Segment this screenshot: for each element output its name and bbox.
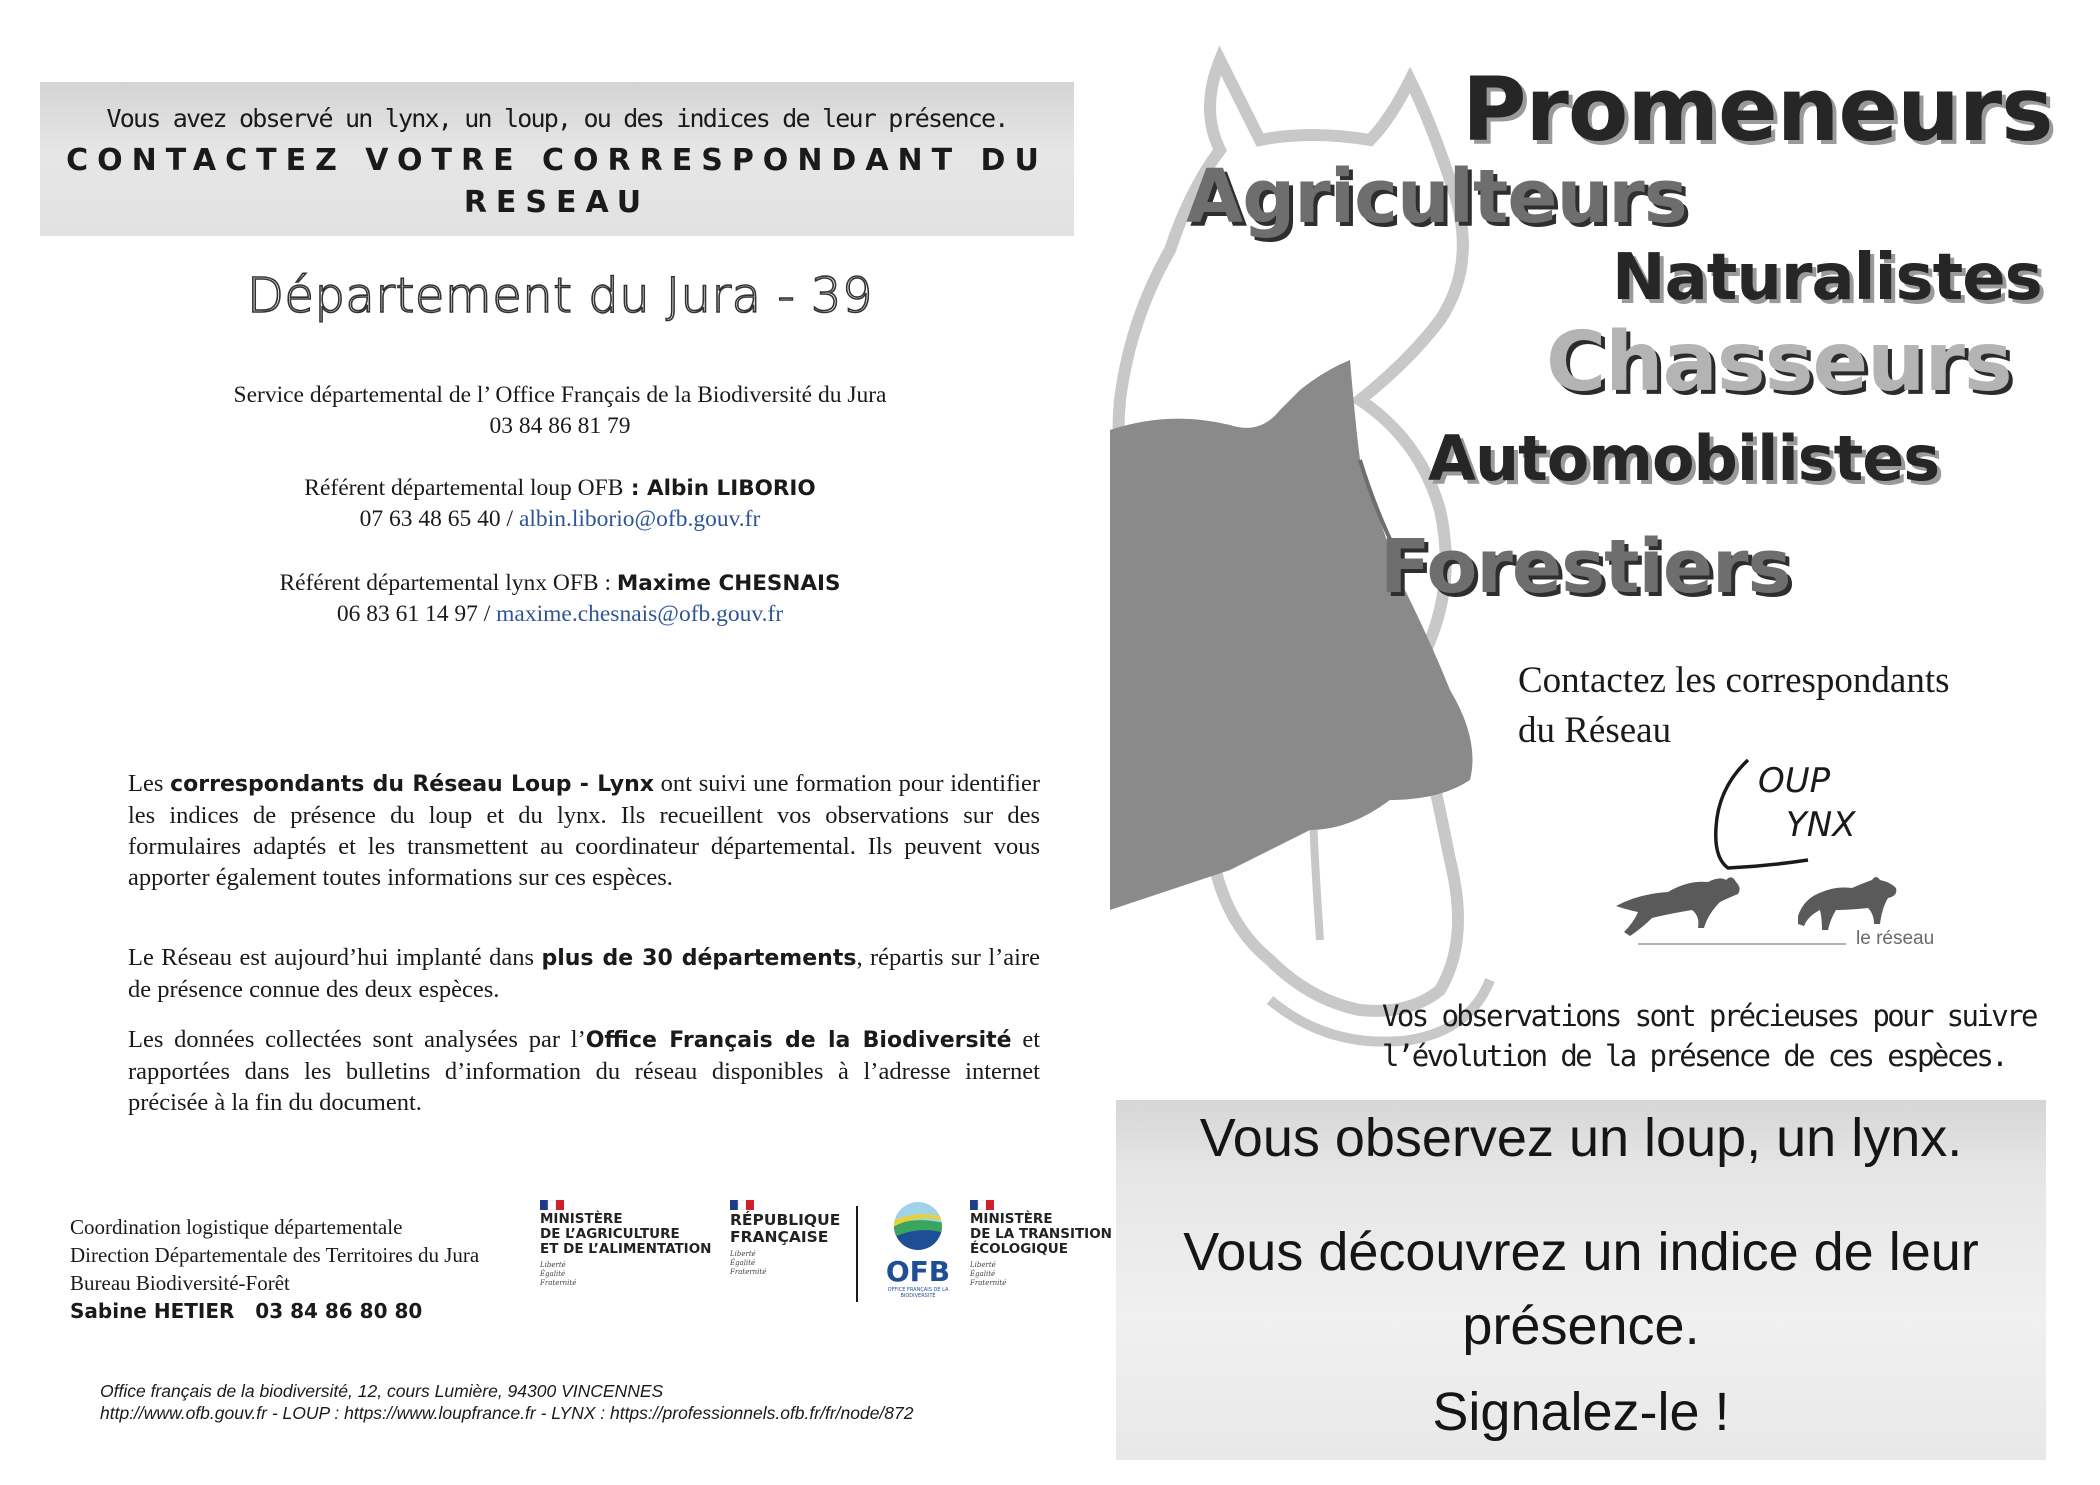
para3-pre: Les données collectées sont analysées par l’ xyxy=(128,1026,586,1053)
paragraph-correspondants xyxy=(128,768,1040,893)
republique-line1: RÉPUBLIQUE xyxy=(730,1211,841,1229)
para1-pre: Les xyxy=(128,770,171,797)
service-contact xyxy=(140,380,980,442)
marianne-flag-icon xyxy=(970,1200,994,1210)
precious-line2: l’évolution de la présence de ces espèces. xyxy=(1382,1039,2007,1073)
precious-line1: Vos observations sont précieuses pour suivre xyxy=(1382,999,2036,1033)
category-automobilistes: Automobilistes xyxy=(1428,422,1940,495)
bottom-line3: présence. xyxy=(1462,1296,1700,1356)
agri-line3: ET DE L’ALIMENTATION xyxy=(540,1241,712,1257)
para2-pre: Le Réseau est aujourd’hui implanté dans xyxy=(128,944,542,971)
category-agriculteurs: Agriculteurs xyxy=(1186,154,1687,240)
precious-observations-text xyxy=(1382,996,2062,1076)
para3-bold: Office Français de la Biodiversité xyxy=(585,1028,1012,1053)
lynx-referent-separator: : xyxy=(598,570,617,596)
contact-line2: du Réseau xyxy=(1518,710,1672,751)
footer-address: Office français de la biodiversité, 12, cours Lumière, 94300 VINCENNES xyxy=(100,1381,664,1401)
coordination-line3: Bureau Biodiversité-Forêt xyxy=(70,1271,290,1295)
agri-line2: DE L’AGRICULTURE xyxy=(540,1226,680,1242)
logo-ministere-transition xyxy=(970,1200,1112,1288)
lynx-referent-name: Maxime CHESNAIS xyxy=(616,571,841,596)
loup-referent-contact xyxy=(140,473,980,535)
loup-referent-separator: : xyxy=(623,476,647,501)
banner-call-to-action: CONTACTEZ VOTRE CORRESPONDANT DU RESEAU xyxy=(66,143,1048,220)
logo-republique-francaise xyxy=(730,1200,840,1277)
para2-post: , répartis sur l’aire de présence connue des deux espèces. xyxy=(128,944,1041,1003)
republique-line2: FRANÇAISE xyxy=(730,1228,829,1246)
marianne-flag-icon xyxy=(730,1200,754,1210)
para1-post: ont suivi une formation pour identifier les indices de présence du loup et du lynx. Ils recueillent vos observations sur des formulaires adaptés et les transmettent au coordinateur départemental. Ils peuvent vous apporter également toutes informations sur ces espèces. xyxy=(128,770,1041,891)
service-phone: 03 84 86 81 79 xyxy=(489,413,631,439)
transition-line2: DE LA TRANSITION xyxy=(970,1226,1112,1242)
coordination-line2: Direction Départementale des Territoires du Jura xyxy=(70,1243,480,1267)
coordination-contact-name: Sabine HETIER xyxy=(70,1299,235,1323)
logo-ofb xyxy=(878,1200,958,1299)
category-forestiers: Forestiers xyxy=(1380,524,1791,610)
department-title: Département du Jura - 39 xyxy=(246,268,874,324)
loup-lynx-logo xyxy=(1608,748,1948,958)
agri-motto: Liberté Égalité Fraternité xyxy=(540,1261,577,1287)
logo-ministere-agriculture xyxy=(540,1200,711,1288)
transition-line1: MINISTÈRE xyxy=(970,1211,1053,1227)
agri-line1: MINISTÈRE xyxy=(540,1211,623,1227)
para1-bold: correspondants du Réseau Loup - Lynx xyxy=(170,772,654,797)
category-naturalistes: Naturalistes xyxy=(1612,241,2042,315)
loup-referent-label: Référent départemental loup OFB xyxy=(304,475,624,501)
wolf-silhouette xyxy=(1110,360,1473,910)
partner-logos xyxy=(538,1200,1118,1310)
loup-referent-email-link[interactable]: albin.liborio@ofb.gouv.fr xyxy=(518,506,761,532)
service-name: Service départemental de l’ Office Français de la Biodiversité du Jura xyxy=(233,382,887,408)
logo-loup-text: OUP xyxy=(1758,761,1831,801)
category-chasseurs: Chasseurs xyxy=(1546,315,2012,410)
loup-referent-name: Albin LIBORIO xyxy=(646,476,816,501)
logo-lynx-text: YNX xyxy=(1786,805,1856,845)
lynx-referent-phone: 06 83 61 14 97 xyxy=(336,601,478,627)
bottom-line4: Signalez-le ! xyxy=(1432,1382,1730,1442)
banner-intro-text: Vous avez observé un lynx, un loup, ou des indices de leur présence. xyxy=(106,104,1008,133)
republique-motto: Liberté Égalité Fraternité xyxy=(730,1250,767,1276)
contact-line1: Contactez les correspondants xyxy=(1518,660,1950,701)
ofb-name: OFB xyxy=(885,1255,951,1288)
para3-post: et rapportées dans les bulletins d’information du réseau disponibles à l’adresse internet précisée à la fin du document. xyxy=(128,1026,1040,1116)
logo-reseau-label: le réseau xyxy=(1856,928,1935,949)
coordination-contact-phone: 03 84 86 80 80 xyxy=(255,1299,423,1323)
category-promeneurs: Promeneurs xyxy=(1462,58,2053,161)
ofb-subtitle: OFFICE FRANÇAIS DE LA BIODIVERSITÉ xyxy=(887,1287,949,1299)
coordination-block xyxy=(70,1213,510,1325)
marianne-flag-icon xyxy=(540,1200,564,1210)
lynx-referent-slash: / xyxy=(477,601,497,627)
lynx-referent-label: Référent départemental lynx OFB xyxy=(279,570,599,596)
coordination-line1: Coordination logistique départementale xyxy=(70,1215,403,1239)
bottom-line1: Vous observez un loup, un lynx. xyxy=(1199,1108,1963,1168)
lynx-icon xyxy=(1798,877,1896,930)
loup-referent-slash: / xyxy=(500,506,519,532)
logo-divider xyxy=(856,1206,858,1302)
transition-line3: ÉCOLOGIQUE xyxy=(970,1241,1068,1257)
lynx-referent-email-link[interactable]: maxime.chesnais@ofb.gouv.fr xyxy=(496,601,784,627)
para2-bold: plus de 30 départements xyxy=(541,946,857,971)
wolf-running-icon xyxy=(1616,877,1740,936)
contact-correspondants xyxy=(1518,656,2038,756)
paragraph-reseau-departements xyxy=(128,942,1040,1005)
ofb-globe-icon xyxy=(888,1200,948,1252)
lynx-referent-contact xyxy=(140,568,980,630)
bottom-line2: Vous découvrez un indice de leur xyxy=(1183,1222,1979,1282)
transition-motto: Liberté Égalité Fraternité xyxy=(970,1261,1007,1287)
loup-referent-phone: 07 63 48 65 40 xyxy=(359,506,501,532)
paragraph-donnees xyxy=(128,1024,1040,1118)
footer-links[interactable]: http://www.ofb.gouv.fr - LOUP : https://www.loupfrance.fr - LYNX : https://professionnels.ofb.fr/fr/node/872 xyxy=(100,1403,914,1423)
